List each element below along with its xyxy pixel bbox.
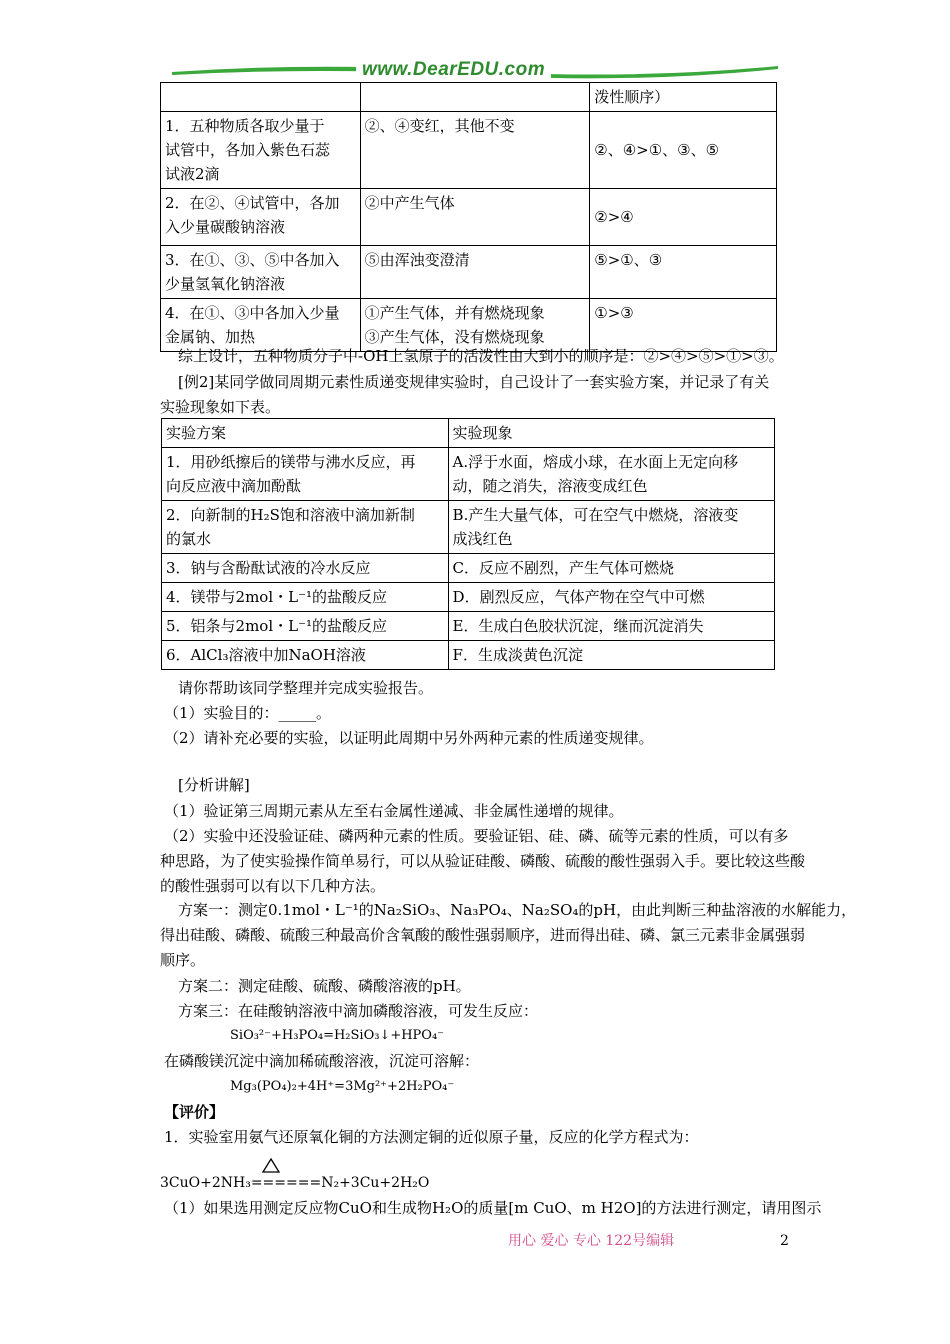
header-site: www.DearEDU.com [356,59,551,81]
equation: 3CuO+2NH₃======N₂+3Cu+2H₂O [160,1175,430,1191]
table-row: 1．用砂纸擦后的镁带与沸水反应，再 向反应液中滴加酚酞 A.浮于水面，熔成小球，在水面上无定向移 动，随之消失，溶液变成红色 [162,448,775,501]
footer-text: 用心 爱心 专心 122号编辑 [508,1233,675,1249]
evaluation-text: （1）如果选用测定反应物CuO和生成物H₂O的质量[m CuO、m H2O]的方法进行测定，请用图示 [164,1199,822,1217]
evaluation-title: 【评价】 [164,1103,225,1121]
equation: Mg₃(PO₄)₂+4H⁺=3Mg²⁺+2H₂PO₄⁻ [230,1079,455,1094]
table-activity [160,82,777,352]
table-row: 5．铝条与2mol・L⁻¹的盐酸反应 E．生成白色胶状沉淀，继而沉淀消失 [162,612,775,641]
col-header: 实验方案 [162,419,449,448]
analysis-text: （2）实验中还没验证硅、磷两种元素的性质。要验证铝、硅、磷、硫等元素的性质，可以有多 [164,827,789,845]
analysis-text: 在磷酸镁沉淀中滴加稀硫酸溶液，沉淀可溶解： [164,1052,480,1070]
table-row [161,83,777,112]
table-row: 3．在①、③、⑤中各加入 少量氢氧化钠溶液 ⑤由浑浊变澄清 ⑤>①、③ [161,246,777,299]
table-header-row [162,419,775,448]
analysis-text: 的酸性强弱可以有以下几种方法。 [160,877,386,895]
table-row: 2．向新制的H₂S饱和溶液中滴加新制 的氯水 B.产生大量气体，可在空气中燃烧，溶液变 成浅红色 [162,501,775,554]
equation: SiO₃²⁻+H₃PO₄=H₂SiO₃↓+HPO₄⁻ [230,1028,445,1043]
analysis-text: 方案三：在硅酸钠溶液中滴加磷酸溶液，可发生反应： [178,1002,539,1020]
col-header: 实验现象 [448,419,774,448]
summary-text: 综上设计，五种物质分子中-OH上氢原子的活泼性由大到小的顺序是：②>④>⑤>①>③。 [178,347,784,365]
analysis-text: 顺序。 [160,951,206,969]
analysis-text: 方案一：测定0.1mol・L⁻¹的Na₂SiO₃、Na₃PO₄、Na₂SO₄的pH，由此判断三种盐溶液的水解能力， [178,901,857,919]
request-text: 请你帮助该同学整理并完成实验报告。 [178,679,434,697]
analysis-text: 得出硅酸、磷酸、硫酸三种最高价含氧酸的酸性强弱顺序，进而得出硅、磷、氯三元素非金属强弱 [160,926,806,944]
table-cell: 泼性顺序） [590,83,777,112]
evaluation-text: 1．实验室用氨气还原氧化铜的方法测定铜的近似原子量，反应的化学方程式为： [164,1128,699,1146]
table-row: 3．钠与含酚酞试液的冷水反应 C．反应不剧烈，产生气体可燃烧 [162,554,775,583]
heat-triangle-icon [262,1158,280,1173]
table-row: 2．在②、④试管中，各加 入少量碳酸钠溶液 ②中产生气体 ②>④ [161,189,777,246]
table-row: 6．AlCl₃溶液中加NaOH溶液 F．生成淡黄色沉淀 [162,641,775,670]
table-row: 4．在①、③中各加入少量 金属钠、加热 ①产生气体，并有燃烧现象 ③产生气体，没有燃烧现象 ①>③ [161,299,777,352]
analysis-text: （1）验证第三周期元素从左至右金属性递减、非金属性递增的规律。 [164,802,624,820]
page-number: 2 [780,1233,789,1249]
analysis-text: 方案二：测定硅酸、硫酸、磷酸溶液的pH。 [178,977,471,995]
analysis-title: [分析讲解] [178,776,250,794]
table-experiment [161,418,775,670]
analysis-text: 种思路，为了使实验操作简单易行，可以从验证硅酸、磷酸、硫酸的酸性强弱入手。要比较这些酸 [160,852,806,870]
table-row: 4．镁带与2mol・L⁻¹的盐酸反应 D．剧烈反应，气体产物在空气中可燃 [162,583,775,612]
example-intro: 实验现象如下表。 [160,398,281,416]
question-1: （1）实验目的：_____。 [164,704,332,722]
example-intro: [例2]某同学做同周期元素性质递变规律实验时，自己设计了一套实验方案，并记录了有关 [178,373,770,391]
question-2: （2）请补充必要的实验，以证明此周期中另外两种元素的性质递变规律。 [164,729,654,747]
table-row: 1．五种物质各取少量于 试管中，各加入紫色石蕊 试液2滴 ②、④变红，其他不变 ②、④>①、③、⑤ [161,112,777,189]
